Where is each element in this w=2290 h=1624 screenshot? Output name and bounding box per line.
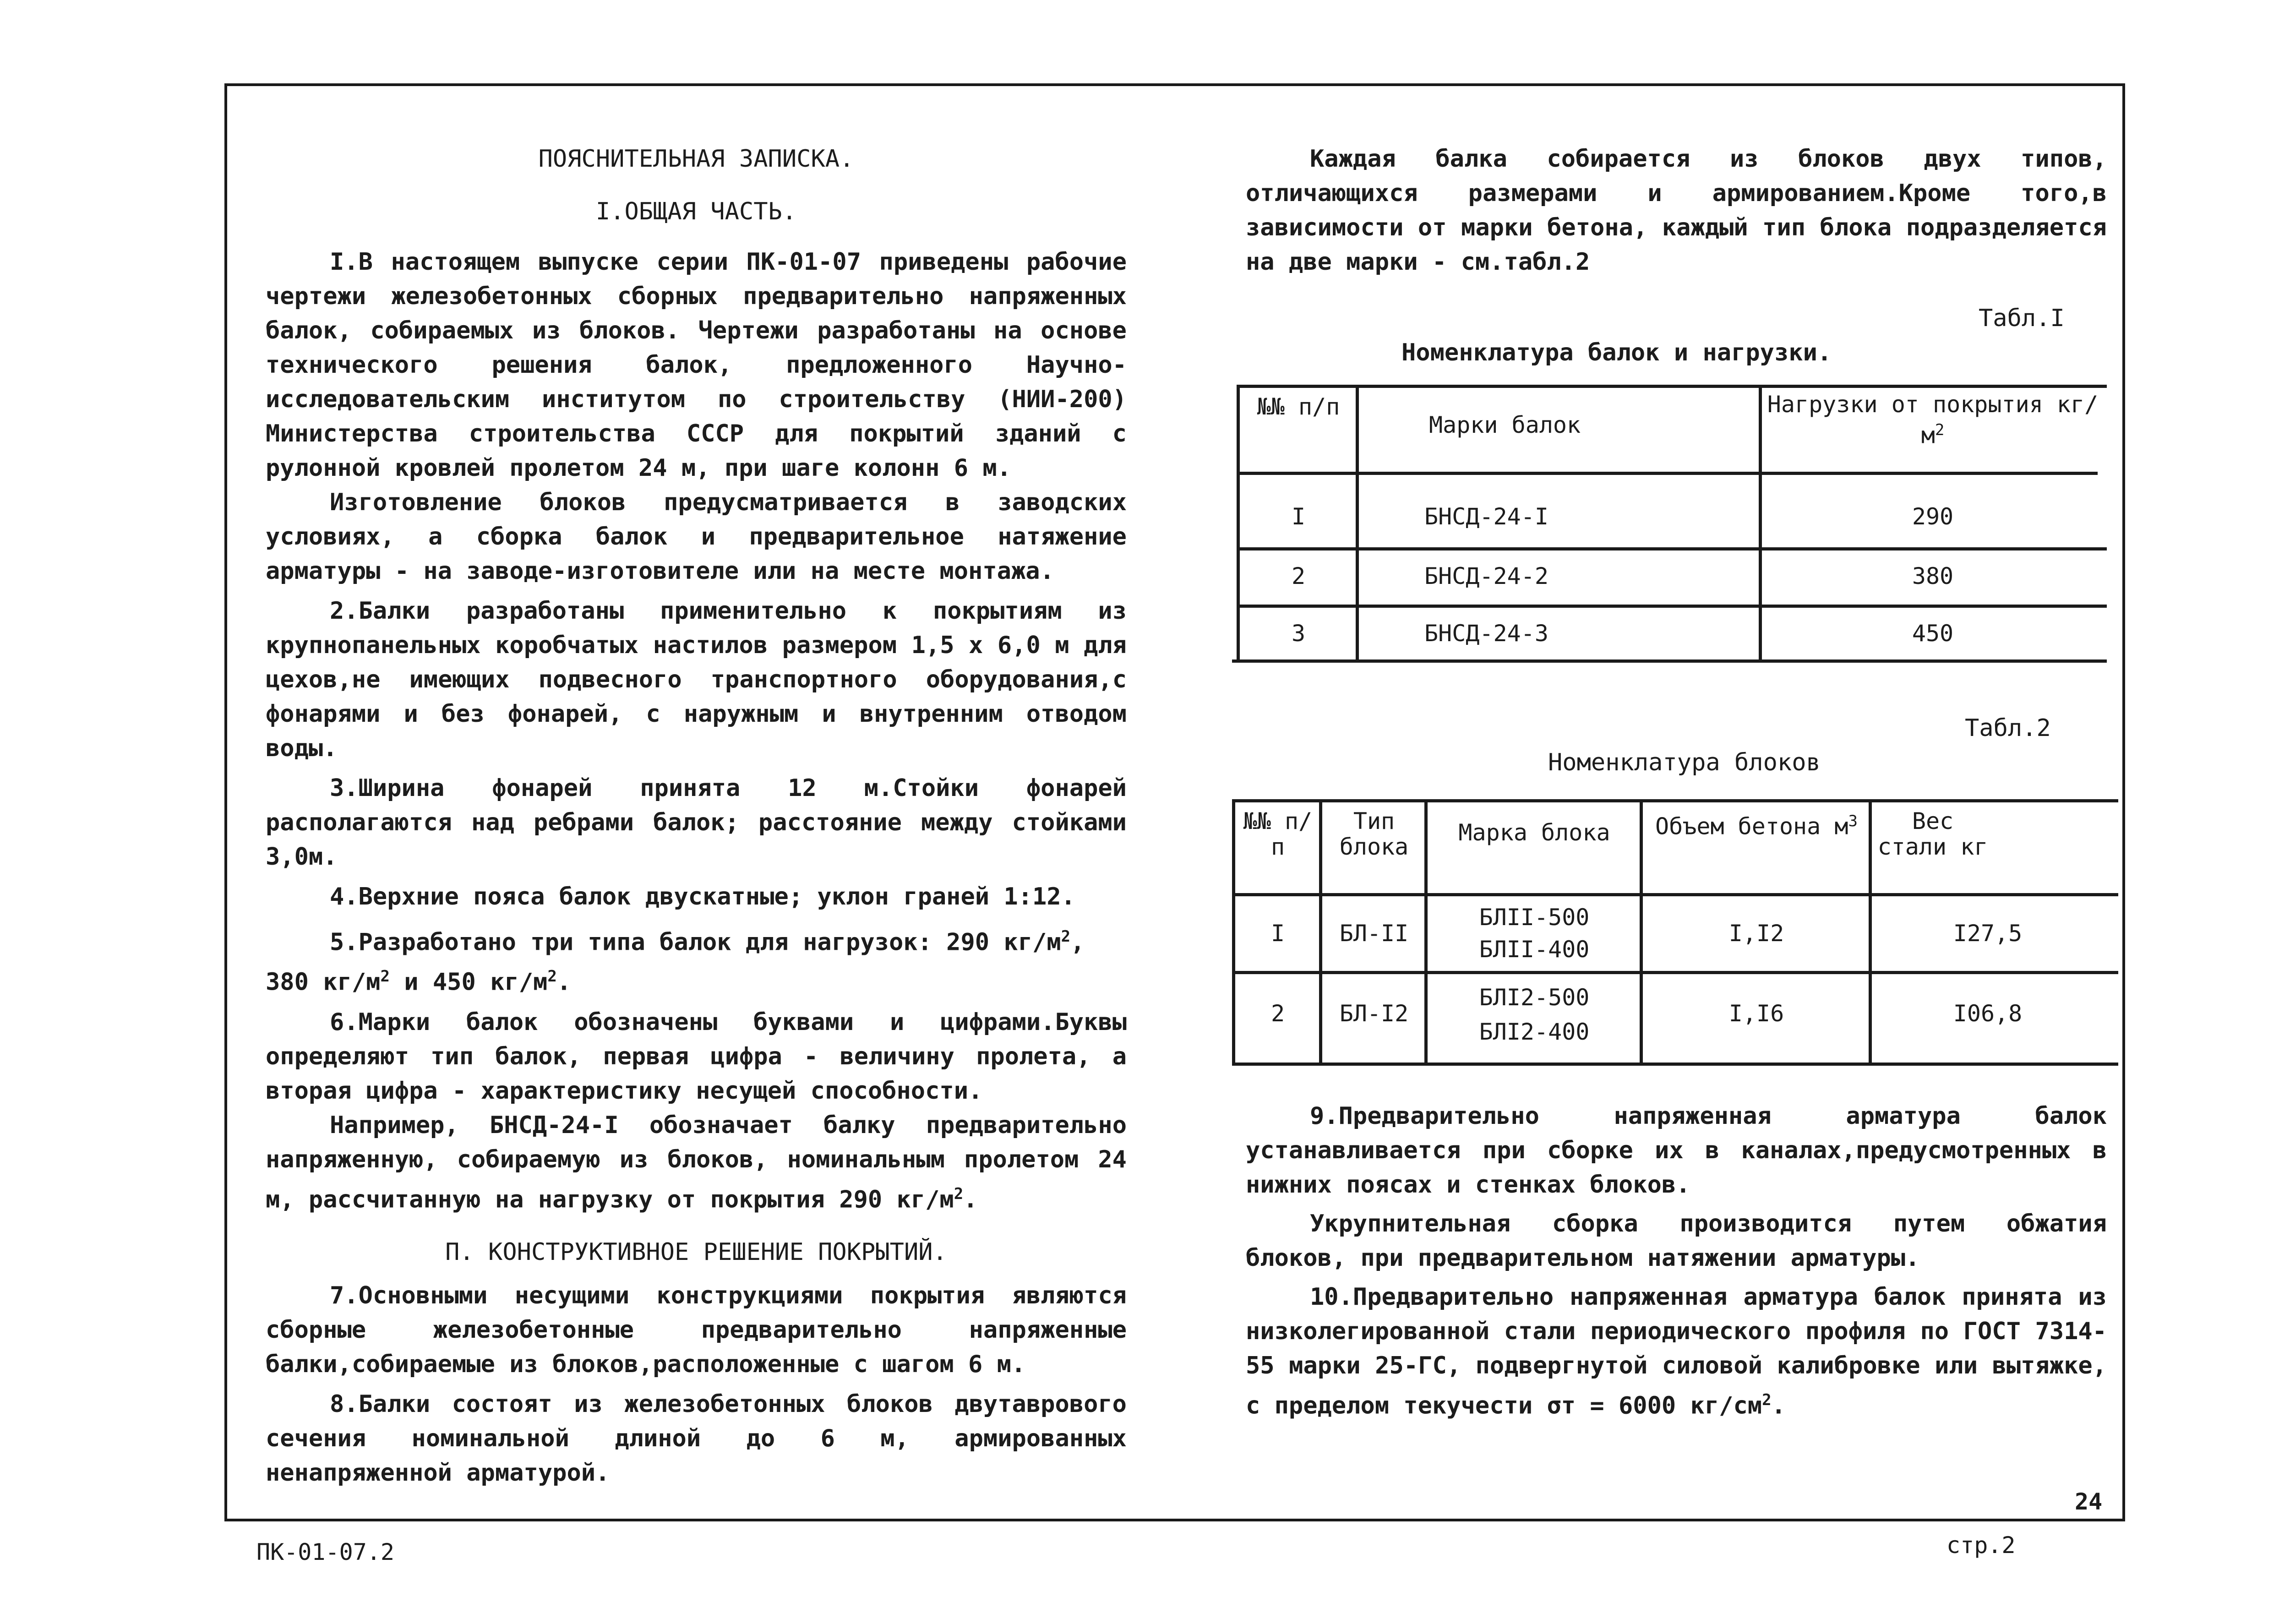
table2-row2-num: 2 <box>1270 1000 1285 1027</box>
paragraph-5: 5.Разработано три типа балок для нагрузок: 290 $кг/м^2$, 380 $кг/м^2$ и 450 $кг/м^2$. <box>266 927 1085 996</box>
table1-row3-num: 3 <box>1291 620 1306 647</box>
table2-header-steel: Вес стали кг <box>1877 808 1988 860</box>
table2-row1-steel: I27,5 <box>1953 920 2023 947</box>
table2-header-volume: Объем бетона $м^3$ <box>1655 812 1858 840</box>
right-column-lower <box>1246 1099 2107 1423</box>
section-heading-1: I.ОБЩАЯ ЧАСТЬ. <box>595 198 797 225</box>
paragraph-7: 7.Основными несущими конструкциями покрытия являются сборные железобетонные предварительно напряженные балки,собираемые из блоков,расположенные с шагом 6 м. <box>266 1281 1127 1378</box>
page-mark: 24 <box>2075 1488 2103 1515</box>
table2-row1-type: БЛ-II <box>1339 920 1409 947</box>
table1-row2-mark: БНСД-24-2 <box>1424 563 1548 589</box>
page-title: ПОЯСНИТЕЛЬНАЯ ЗАПИСКА. <box>538 145 854 173</box>
table1-header-num: №№ п/п <box>1257 393 1340 420</box>
table1-header-marks: Марки балок <box>1429 412 1581 438</box>
table1-header-loads: Нагрузки от покрытия $кг/м^2$ <box>1767 391 2099 449</box>
table2-caption: Табл.2 <box>1965 714 2051 742</box>
paragraph-intro: Каждая балка собирается из блоков двух типов, отличающихся размерами и армированием.Кроме того,в зависимости от марки бетона, каждый тип блока подразделяется на две марки - см.табл.2 <box>1246 145 2107 276</box>
section-heading-2: П. КОНСТРУКТИВНОЕ РЕШЕНИЕ ПОКРЫТИЙ. <box>445 1238 947 1266</box>
page-number: стр.2 <box>1946 1532 2016 1559</box>
table2-row2-mark-b: БЛI2-400 <box>1479 1019 1590 1045</box>
paragraph-6: 6.Марки балок обозначены буквами и цифрами.Буквы определяют тип балок, первая цифра - величину пролета, а вторая цифра - характеристику несущей способности. <box>266 1008 1127 1105</box>
table1-row2-load: 380 <box>1912 563 1954 589</box>
table2-header-mark: Марка блока <box>1458 819 1610 846</box>
paragraph-1b: Изготовление блоков предусматривается в заводских условиях, а сборка балок и предварительное натяжение арматуры - на заводе-изготовителе или на месте монтажа. <box>266 489 1127 585</box>
table1-row1-mark: БНСД-24-I <box>1424 503 1548 530</box>
table2-title: Номенклатура блоков <box>1548 749 1821 776</box>
paragraph-4: 4.Верхние пояса балок двускатные; уклон граней 1:12. <box>330 883 1075 910</box>
table1-row1-load: 290 <box>1912 503 1954 530</box>
table2-row1-num: I <box>1270 920 1285 947</box>
paragraph-2: 2.Балки разработаны применительно к покрытиям из крупнопанельных коробчатых настилов размером 1,5 х 6,0 м для цехов,не имеющих подвесного транспортного оборудования,с фонарями и без фонарей, с наружным и внутренним отводом воды. <box>266 597 1127 762</box>
table1-caption: Табл.I <box>1979 305 2065 332</box>
table2-row1-volume: I,I2 <box>1728 920 1784 947</box>
right-column-intro <box>1246 142 2107 279</box>
table2-header-type: Тип блока <box>1339 808 1409 860</box>
document-code: ПК-01-07.2 <box>256 1539 395 1565</box>
left-column <box>266 142 1127 1490</box>
table1-row3-mark: БНСД-24-3 <box>1424 620 1548 647</box>
table2-row2-steel: I06,8 <box>1953 1000 2023 1027</box>
table1-row2-num: 2 <box>1291 563 1306 589</box>
paragraph-3: 3.Ширина фонарей принята 12 м.Стойки фонарей располагаются над ребрами балок; расстояние между стойками 3,0м. <box>266 774 1127 871</box>
table2-row1-mark-b: БЛII-400 <box>1479 936 1590 963</box>
table1-title: Номенклатура балок и нагрузки. <box>1401 339 1832 366</box>
paragraph-1: I.В настоящем выпуске серии ПК-01-07 приведены рабочие чертежи железобетонных сборных предварительно напряженных балок, собираемых из блоков. Чертежи разработаны на основе технического решения балок, предложенного Научно-исследовательским институтом по строительству (НИИ-200) Министерства строительства СССР для покрытий зданий с рулонной кровлей пролетом 24 м, при шаге колонн 6 м. <box>266 248 1127 482</box>
paragraph-10: 10.Предварительно напряженная арматура балок принята из низколегированной стали периодического профиля по ГОСТ 7314-55 марки 25-ГС, подвергнутой силовой калибровке или вытяжке, с пределом текучести σт = 6000 $кг/см^2$. <box>1246 1283 2107 1420</box>
paragraph-9b: Укрупнительная сборка производится путем обжатия блоков, при предварительном натяжении арматуры. <box>1246 1210 2107 1272</box>
paragraph-9: 9.Предварительно напряженная арматура балок устанавливается при сборке их в каналах,предусмотренных в нижних поясах и стенках блоков. <box>1246 1102 2107 1199</box>
table1-row1-num: I <box>1291 503 1306 530</box>
table2-row2-volume: I,I6 <box>1728 1000 1784 1027</box>
table2-header-num: №№ п/п <box>1243 808 1313 860</box>
table2-row2-mark-a: БЛI2-500 <box>1479 984 1590 1011</box>
table2-row2-type: БЛ-I2 <box>1339 1000 1409 1027</box>
paragraph-6b: Например, БНСД-24-I обозначает балку предварительно напряженную, собираемую из блоков, номинальным пролетом 24 м, рассчитанную на нагрузку от покрытия 290 $кг/м^2$. <box>266 1111 1127 1213</box>
table1-row3-load: 450 <box>1912 620 1954 647</box>
paragraph-8: 8.Балки состоят из железобетонных блоков двутаврового сечения номинальной длиной до 6 м, армированных ненапряженной арматурой. <box>266 1390 1127 1487</box>
table2-row1-mark-a: БЛII-500 <box>1479 904 1590 931</box>
